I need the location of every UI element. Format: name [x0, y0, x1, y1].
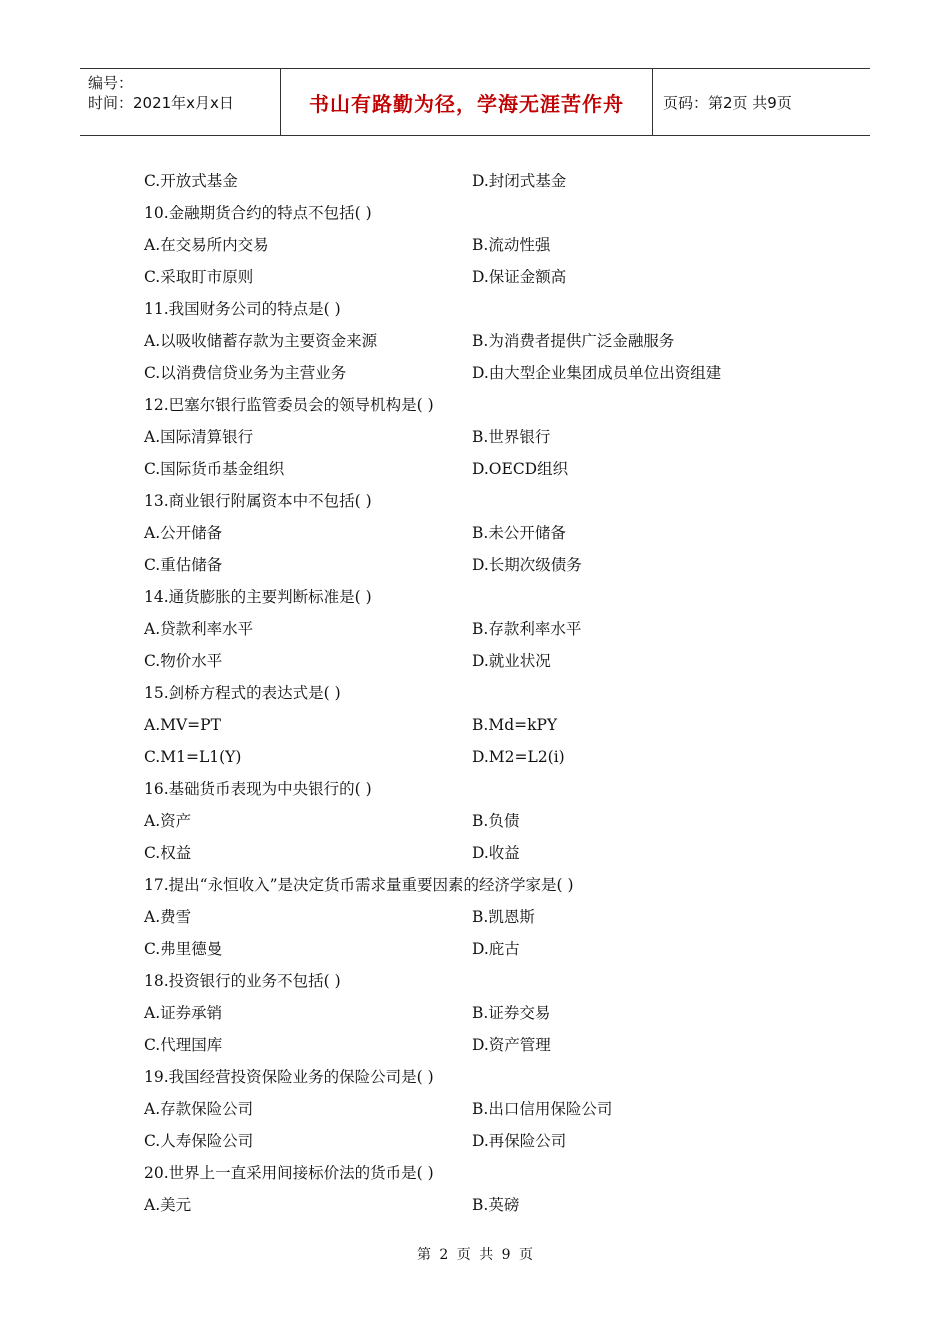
line-text-left: C.采取盯市原则	[144, 268, 254, 286]
question-line	[144, 869, 844, 901]
line-text-right: D.封闭式基金	[472, 172, 567, 190]
line-text-right: B.证券交易	[472, 1004, 551, 1022]
question-line	[144, 1157, 844, 1189]
question-line	[144, 709, 844, 741]
line-text-left: A.公开储备	[144, 524, 223, 542]
line-text-left: A.MV=PT	[144, 716, 221, 734]
line-text-right: D.收益	[472, 844, 520, 862]
line-text-right: D.由大型企业集团成员单位出资组建	[472, 364, 722, 382]
line-text-left: A.资产	[144, 812, 192, 830]
line-text-left: A.证券承销	[144, 1004, 223, 1022]
line-text-right: B.未公开储备	[472, 524, 566, 542]
header-meta	[80, 69, 281, 135]
question-line	[144, 485, 844, 517]
line-text-right: D.长期次级债务	[472, 556, 582, 574]
page-footer: 第 2 页 共 9 页	[416, 1247, 534, 1263]
line-text-left: 12.巴塞尔银行监管委员会的领导机构是( )	[144, 396, 434, 414]
question-line	[144, 581, 844, 613]
line-text-left: C.物价水平	[144, 652, 223, 670]
question-line	[144, 1093, 844, 1125]
question-line	[144, 1125, 844, 1157]
line-text-left: 15.剑桥方程式的表达式是( )	[144, 684, 341, 702]
line-text-left: 14.通货膨胀的主要判断标准是( )	[144, 588, 372, 606]
question-line	[144, 741, 844, 773]
line-text-left: A.存款保险公司	[144, 1100, 254, 1118]
question-line	[144, 1189, 844, 1221]
question-line	[144, 997, 844, 1029]
line-text-left: 13.商业银行附属资本中不包括( )	[144, 492, 372, 510]
line-text-left: C.人寿保险公司	[144, 1132, 254, 1150]
line-text-left: 19.我国经营投资保险业务的保险公司是( )	[144, 1068, 434, 1086]
line-text-right: D.再保险公司	[472, 1132, 567, 1150]
line-text-right: D.M2=L2(i)	[472, 748, 565, 766]
line-text-right: B.负债	[472, 812, 520, 830]
question-line	[144, 677, 844, 709]
line-text-left: 18.投资银行的业务不包括( )	[144, 972, 341, 990]
line-text-left: C.国际货币基金组织	[144, 460, 285, 478]
question-line	[144, 645, 844, 677]
header-page-label: 页码：第2页 共9页	[663, 93, 792, 112]
question-line	[144, 613, 844, 645]
line-text-right: B.为消费者提供广泛金融服务	[472, 332, 675, 350]
question-line	[144, 325, 844, 357]
line-text-right: B.出口信用保险公司	[472, 1100, 613, 1118]
question-line	[144, 773, 844, 805]
line-text-right: B.凯恩斯	[472, 908, 535, 926]
line-text-right: B.世界银行	[472, 428, 551, 446]
line-text-right: B.Md=kPY	[472, 716, 558, 734]
line-text-left: C.代理国库	[144, 1036, 223, 1054]
line-text-left: C.弗里德曼	[144, 940, 223, 958]
line-text-right: B.英磅	[472, 1196, 520, 1214]
line-text-left: C.以消费信贷业务为主营业务	[144, 364, 347, 382]
line-text-left: A.贷款利率水平	[144, 620, 254, 638]
question-line	[144, 1029, 844, 1061]
question-line	[144, 421, 844, 453]
question-line	[144, 229, 844, 261]
question-line	[144, 389, 844, 421]
question-line	[144, 517, 844, 549]
line-text-left: A.美元	[144, 1196, 192, 1214]
question-line	[144, 965, 844, 997]
line-text-left: C.M1=L1(Y)	[144, 748, 242, 766]
line-text-left: A.在交易所内交易	[144, 236, 269, 254]
line-text-right: B.流动性强	[472, 236, 551, 254]
line-text-right: D.OECD组织	[472, 460, 569, 478]
line-text-right: D.庇古	[472, 940, 520, 958]
time-label: 时间：2021年x月x日	[88, 94, 234, 112]
line-text-left: 20.世界上一直采用间接标价法的货币是( )	[144, 1164, 434, 1182]
question-line	[144, 197, 844, 229]
question-line	[144, 453, 844, 485]
line-text-right: D.资产管理	[472, 1036, 551, 1054]
question-line	[144, 165, 844, 197]
line-text-left: 16.基础货币表现为中央银行的( )	[144, 780, 372, 798]
question-line	[144, 293, 844, 325]
question-line	[144, 549, 844, 581]
line-text-left: C.重估储备	[144, 556, 223, 574]
question-line	[144, 837, 844, 869]
page-header	[80, 68, 870, 136]
question-line	[144, 261, 844, 293]
line-text-right: D.就业状况	[472, 652, 551, 670]
line-text-right: B.存款利率水平	[472, 620, 582, 638]
line-text-left: C.权益	[144, 844, 192, 862]
line-text-left: C.开放式基金	[144, 172, 238, 190]
line-text-left: 17.提出“永恒收入”是决定货币需求量重要因素的经济学家是( )	[144, 876, 574, 894]
line-text-right: D.保证金额高	[472, 268, 567, 286]
question-line	[144, 805, 844, 837]
line-text-left: A.费雪	[144, 908, 192, 926]
question-line	[144, 357, 844, 389]
line-text-left: 10.金融期货合约的特点不包括( )	[144, 204, 372, 222]
line-text-left: A.以吸收储蓄存款为主要资金来源	[144, 332, 378, 350]
question-line	[144, 1061, 844, 1093]
number-label: 编号：	[88, 74, 134, 92]
question-line	[144, 933, 844, 965]
line-text-left: 11.我国财务公司的特点是( )	[144, 300, 341, 318]
line-text-left: A.国际清算银行	[144, 428, 254, 446]
question-line	[144, 901, 844, 933]
header-motto: 书山有路勤为径，学海无涯苦作舟	[281, 69, 653, 135]
